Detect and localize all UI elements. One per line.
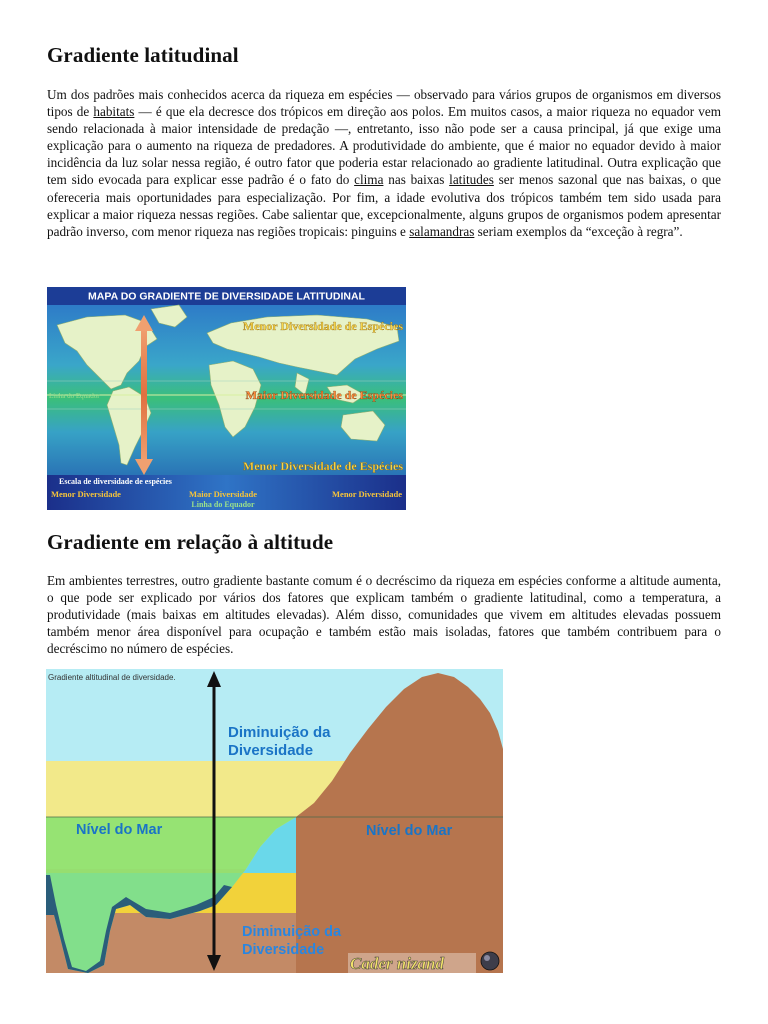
text-run: nas baixas [383,172,450,188]
text-run: Um dos padrões mais conhecidos acerca da riqueza em espécies — observado para vários grupos de organismos em diversos tipos de [47,87,721,120]
map-equator-label: Linha do Equador [49,392,100,400]
map-label-bottom: Menor Diversidade de Espécies [242,459,403,473]
paragraph-latitudinal [47,86,721,240]
map-graphic [47,287,406,510]
watermark-text: Cader nizand [350,954,444,973]
link-habitats[interactable]: habitats [93,104,135,120]
altitude-graphic [46,669,503,973]
text-run: seriam exemplos da “exceção à regra”. [474,223,683,239]
link-clima[interactable]: clima [354,172,384,188]
text-run: — é que ela decresce dos trópicos em direção aos polos. Em muitos casos, a maior riqueza no equador vem sendo relacionada à maior intensidade de predação —, entretanto, isso não pode ser a causa principal, já que exige uma explicação para o aumento na riqueza de predadores. A produtividade do ambiente, que é maior no equador devido à maior incidência da luz solar nessa região, é outro fator que poderia estar relacionado ao gradiente latitudinal. Outra explicação que tem sido evocada para explicar esse padrão é o fato do [47,104,721,188]
link-salamandras[interactable]: salamandras [409,223,475,239]
map-scale-center-sub: Linha do Equador [191,500,255,509]
map-label-middle: Maior Diversidade de Espécies [245,388,403,402]
label-decrease-up-line1: Diminuição da [228,724,331,741]
map-scale-right: Menor Diversidade [332,489,402,499]
link-latitudes[interactable]: latitudes [449,172,494,188]
section-title-altitude: Gradiente em relação à altitude [47,530,334,554]
altitude-diversity-figure [46,669,503,973]
map-scale-left: Menor Diversidade [51,489,121,499]
label-decrease-down-line1: Diminuição da [242,924,342,940]
map-label-top: Menor Diversidade de Espécies [242,319,403,333]
map-scale-center: Maior Diversidade [188,489,258,499]
sea-level-label-right: Nível do Mar [366,823,453,839]
label-decrease-down-line2: Diversidade [242,942,325,958]
label-decrease-up-line2: Diversidade [228,742,314,759]
paragraph-altitude: Em ambientes terrestres, outro gradiente bastante comum é o decréscimo da riqueza em espécies conforme a altitude aumenta, o que pode ser explicado por vários dos fatores que explicam também o gradiente latitudinal, como a temperatura, a produtividade (mais baixas em altitudes elevadas). Além disso, comunidades que vivem em altitudes elevadas possuem também menor área disponível para ocupação e também estão mais isoladas, fatores que também contribuem para o decréscimo no número de espécies. [47,573,721,657]
section-title-latitudinal: Gradiente latitudinal [47,43,239,67]
sea-level-label-left: Nível do Mar [76,822,163,838]
latitudinal-diversity-map [47,287,406,510]
map-scale-title: Escala de diversidade de espécies [59,477,172,486]
map-title: MAPA DO GRADIENTE DE DIVERSIDADE LATITUDINAL [88,290,365,303]
text-run: ser menos sazonal que nas baixas, o que ofereceria mais oportunidades para especialização. Por fim, a idade evolutiva dos trópicos também tem sido usada para explicar a maior riqueza nessas regiões. Cabe salientar que, excepcionalmente, alguns grupos de organismos podem apresentar padrão inverso, com menor riqueza nas regiões tropicais: pinguins e [47,172,721,239]
altitude-figure-title: Gradiente altitudinal de diversidade. [48,673,176,682]
